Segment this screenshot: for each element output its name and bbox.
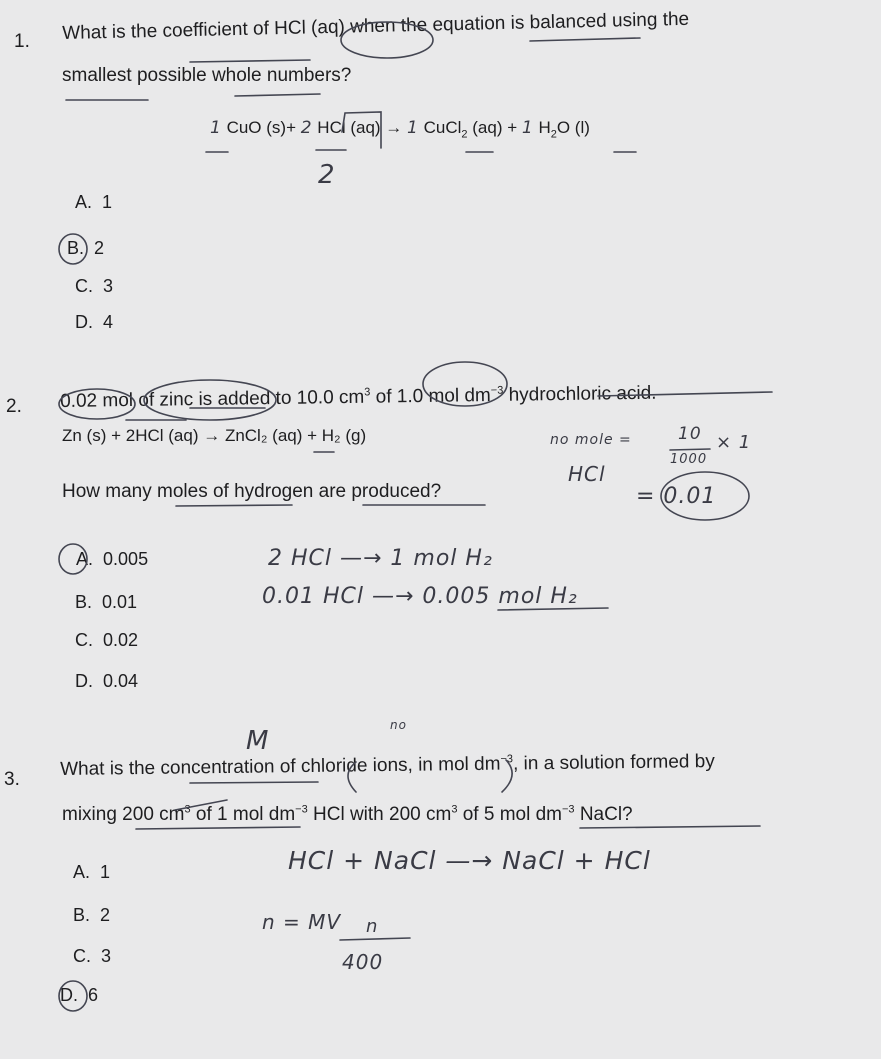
underline-mark <box>190 782 318 783</box>
handwritten-ratio-2: 0.01 HCl —→ 0.005 mol H₂ <box>262 584 578 609</box>
question-3-number: 3. <box>4 769 20 790</box>
coefficient-h2o: 1 <box>521 118 534 138</box>
question-3-line-2: mixing 200 $cm^3$ of 1 mol $dm^{-3}$ HCl with 200 $cm^3$ of 5 mol $dm^{-3}$ NaCl? <box>62 803 633 825</box>
handwritten-n-mv: n = MV <box>262 910 342 934</box>
handwritten-n-fraction-den: 400 <box>342 950 384 974</box>
question-1-option-b[interactable]: B. 2 <box>67 238 105 258</box>
question-1-number: 1. <box>14 31 30 52</box>
question-2-prompt: How many moles of hydrogen are produced? <box>62 481 442 502</box>
question-1-option-a[interactable]: A. 1 <box>75 192 113 212</box>
coefficient-cucl2: 1 <box>407 118 419 138</box>
underline-mark <box>176 505 292 506</box>
question-3-line-1: What is the concentration of chloride ions, in mol $dm^{-3}$, in a solution formed by <box>60 751 715 780</box>
underline-mark <box>190 60 310 62</box>
underline-mark <box>235 94 320 96</box>
question-3-option-c[interactable]: C. 3 <box>73 946 112 966</box>
underline-mark <box>530 38 640 41</box>
question-2-option-c[interactable]: C. 0.02 <box>75 630 139 650</box>
coefficient-hcl: 2 <box>300 118 313 138</box>
question-1-option-c[interactable]: C. 3 <box>75 276 114 296</box>
question-2-option-b[interactable]: B. 0.01 <box>75 592 138 612</box>
question-1-line-2: smallest possible whole numbers? <box>62 65 352 86</box>
question-2-equation: Zn (s) + 2HCl (aq) → ZnCl₂ (aq) + H₂ (g) <box>62 426 367 445</box>
handwritten-answer: 2 <box>318 160 336 190</box>
question-2-number: 2. <box>6 396 22 417</box>
handwritten-m: M <box>246 726 270 756</box>
handwritten-ratio: 2 HCl —→ 1 mol H₂ <box>268 546 493 571</box>
handwritten-hcl: HCl <box>568 462 606 486</box>
question-2-option-a[interactable]: A. 0.005 <box>76 549 149 569</box>
question-2-option-d[interactable]: D. 0.04 <box>75 671 139 691</box>
handwritten-reaction: HCl + NaCl —→ NaCl + HCl <box>288 846 651 875</box>
question-1-option-d[interactable]: D. 4 <box>75 312 114 332</box>
question-3-option-b[interactable]: B. 2 <box>73 905 111 925</box>
handwritten-n-fraction-num: n <box>366 916 379 937</box>
coefficient-cuo: 1 <box>210 118 222 138</box>
handwritten-times: × 1 <box>716 432 752 453</box>
question-1-line-1: What is the coefficient of HCl (aq) when the equation is balanced using the <box>62 8 690 44</box>
handwritten-result: = 0.01 <box>636 484 717 509</box>
question-1-equation: 1 CuO (s)+ 2 HCl (aq) → 1 CuCl$_2$ (aq) + 1 $H_2O$ (l) <box>210 118 590 141</box>
question-3-option-a[interactable]: A. 1 <box>73 862 111 882</box>
fraction-bar-mark <box>340 938 410 940</box>
handwritten-fraction-denominator: 1000 <box>670 452 708 467</box>
handwritten-fraction-numerator: 10 <box>678 424 702 444</box>
fraction-bar-mark <box>670 449 710 450</box>
handwritten-no: no <box>390 718 407 732</box>
question-3-option-d[interactable]: D. 6 <box>60 985 99 1005</box>
underline-mark <box>136 827 300 829</box>
question-2-line-1: 0.02 mol of zinc is added to 10.0 $cm^3$ of 1.0 mol $dm^{-3}$ hydrochloric acid. <box>60 382 657 412</box>
handwritten-no-mole: no mole = <box>550 432 632 448</box>
